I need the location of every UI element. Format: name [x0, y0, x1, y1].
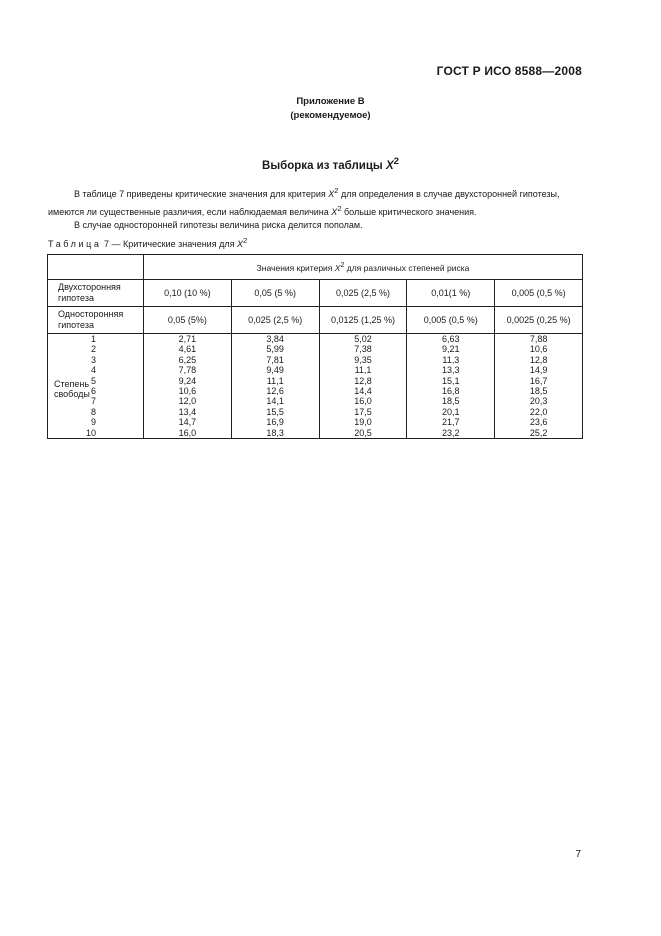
table-cell: 11,3 [442, 354, 460, 365]
table-cell: 10,6 [178, 385, 197, 396]
caption-var: X [236, 239, 243, 249]
p1-part-b: для определения в случае двухсторонней гипотезы, имеются ли существенные различия, если наблюдаемая величина [48, 189, 560, 217]
section-title [0, 156, 661, 172]
table-cell: 23,6 [529, 417, 548, 428]
table-cell: 9,35 [354, 354, 372, 365]
table-cell: 5,02 [354, 334, 372, 344]
table-cell: 16,0 [354, 396, 372, 407]
header-suffix: для различных степеней риска [344, 262, 470, 273]
one-sided-risk: 0,05 (5%) [144, 307, 232, 334]
p1-sup: 2 [334, 186, 339, 195]
df-value: 9 [90, 417, 96, 428]
table-cell: 14,4 [354, 385, 372, 396]
table-cell: 19,0 [354, 417, 372, 428]
table-cell: 21,7 [442, 417, 460, 428]
p1-part-c: больше критического значения. [341, 206, 477, 217]
table-cell: 4,61 [178, 344, 197, 355]
table-cell: 15,5 [266, 406, 284, 417]
table-cell: 7,78 [178, 365, 197, 376]
table-cell: 17,5 [354, 406, 372, 417]
table-cell: 18,5 [529, 385, 548, 396]
df-label-line1: Степень [54, 379, 90, 389]
table-cell: 15,1 [442, 375, 460, 386]
standard-code: ГОСТ Р ИСО 8588—2008 [436, 64, 582, 78]
paragraph-1 [48, 184, 582, 219]
table-cell: 20,1 [442, 406, 460, 417]
table-cell: 7,38 [354, 344, 372, 355]
header-empty-cell [48, 255, 144, 280]
degrees-of-freedom-row [48, 334, 583, 439]
caption-rest: 7 — Критические значения для [101, 239, 237, 249]
p1-sup-2: 2 [337, 203, 342, 213]
two-sided-risk: 0,025 (2,5 %) [319, 280, 407, 307]
table-cell: 5,99 [266, 344, 284, 355]
body-text [48, 184, 582, 233]
caption-sup: 2 [242, 236, 248, 245]
table-cell: 20,5 [354, 427, 372, 438]
value-column-2 [231, 334, 319, 439]
df-label-line2: свободы [54, 389, 90, 400]
annex-subtitle: (рекомендуемое) [290, 110, 371, 121]
p1-var: X [328, 189, 335, 199]
table-cell: 11,1 [354, 365, 372, 376]
table-cell: 20,3 [529, 396, 548, 407]
two-sided-risk: 0,10 (10 %) [144, 280, 232, 307]
df-value: 6 [90, 385, 96, 396]
table-cell: 12,8 [529, 354, 548, 365]
df-value: 4 [90, 365, 96, 376]
p1-var-2: X [331, 206, 338, 217]
df-value: 8 [90, 406, 96, 417]
table-cell: 14,1 [266, 396, 284, 407]
value-column-4 [407, 334, 495, 439]
section-title-text: Выборка из таблицы [262, 159, 386, 172]
two-sided-risk: 0,005 (0,5 %) [495, 280, 583, 307]
section-title-sup: 2 [393, 156, 399, 167]
table-cell: 12,8 [354, 375, 372, 386]
table-caption [48, 236, 247, 249]
two-sided-risk: 0,05 (5 %) [231, 280, 319, 307]
table-cell: 12,0 [178, 396, 197, 407]
caption-word: Таблица [48, 239, 102, 249]
one-sided-risk: 0,0125 (1,25 %) [319, 307, 407, 334]
header-sup: 2 [340, 261, 345, 270]
table-cell: 11,1 [266, 375, 284, 386]
df-value: 3 [90, 354, 96, 365]
header-var: X [334, 262, 341, 273]
table-header-row [48, 255, 583, 280]
table-cell: 14,9 [529, 365, 548, 376]
table-cell: 16,9 [266, 417, 284, 428]
table-cell: 23,2 [442, 427, 460, 438]
table-cell: 7,88 [529, 334, 548, 344]
one-sided-risk: 0,0025 (0,25 %) [495, 307, 583, 334]
one-sided-row [48, 307, 583, 334]
one-sided-label: Односторонняя гипотеза [48, 307, 144, 334]
two-sided-risk: 0,01(1 %) [407, 280, 495, 307]
critical-values-table [47, 254, 583, 439]
table-cell: 10,6 [529, 344, 548, 355]
df-value: 2 [90, 344, 96, 355]
table-cell: 9,49 [266, 365, 284, 376]
df-value: 10 [85, 427, 96, 438]
value-column-5 [495, 334, 583, 439]
table-cell: 18,3 [266, 427, 284, 438]
table-cell: 2,71 [178, 334, 197, 344]
table-cell: 9,24 [178, 375, 197, 386]
table-cell: 13,4 [178, 406, 197, 417]
table-cell: 14,7 [178, 417, 197, 428]
table-cell: 16,8 [442, 385, 460, 396]
value-column-1 [144, 334, 232, 439]
two-sided-label: Двухсторонняя гипотеза [48, 280, 144, 307]
table-cell: 16,7 [529, 375, 548, 386]
table-cell: 7,81 [266, 354, 284, 365]
one-sided-risk: 0,025 (2,5 %) [231, 307, 319, 334]
page-number: 7 [575, 849, 581, 860]
table-cell: 12,6 [266, 385, 284, 396]
paragraph-2: В случае односторонней гипотезы величина риска делится пополам. [74, 220, 363, 231]
annex-title: Приложение В [296, 96, 365, 107]
table-cell: 6,63 [442, 334, 460, 344]
df-value: 5 [90, 375, 96, 386]
df-cell [48, 334, 144, 439]
p1-part-a: В таблице 7 приведены критические значения для критерия [74, 189, 329, 199]
header-prefix: Значения критерия [256, 262, 335, 273]
table-cell: 22,0 [529, 406, 548, 417]
df-value: 7 [90, 396, 96, 407]
table-cell: 9,21 [442, 344, 460, 355]
table-cell: 16,0 [178, 427, 197, 438]
table-cell: 18,5 [442, 396, 460, 407]
table-cell: 3,84 [266, 334, 284, 344]
table-cell: 25,2 [529, 427, 548, 438]
value-column-3 [319, 334, 407, 439]
one-sided-risk: 0,005 (0,5 %) [407, 307, 495, 334]
df-label [54, 379, 90, 400]
table-cell: 13,3 [442, 365, 460, 376]
section-title-var: X [385, 159, 394, 172]
table-cell: 6,25 [178, 354, 197, 365]
header-cell [144, 255, 583, 280]
annex-heading [0, 95, 661, 123]
two-sided-row [48, 280, 583, 307]
df-value: 1 [90, 334, 96, 344]
